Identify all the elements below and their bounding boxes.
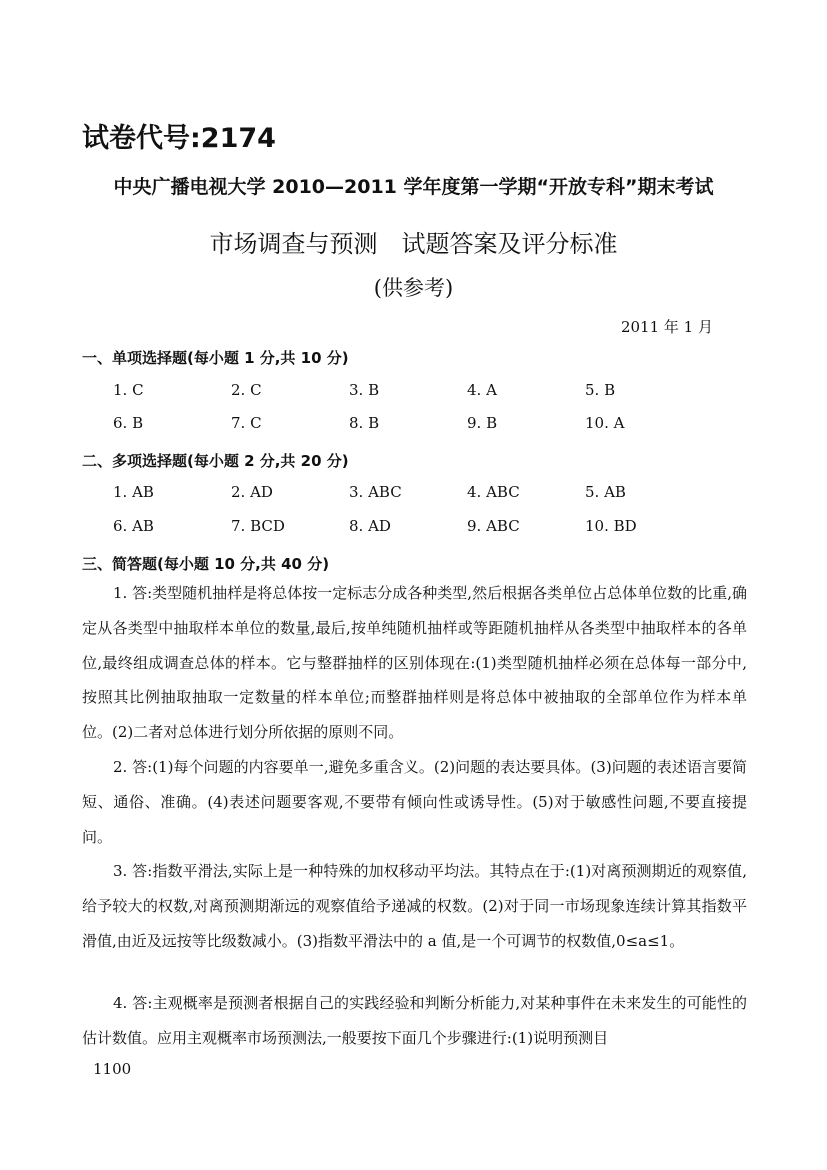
answer-item: 4. A	[467, 381, 497, 399]
answer-item: 4. ABC	[467, 483, 520, 501]
answer-item: 10. A	[585, 414, 625, 432]
page-number: 1100	[93, 1060, 132, 1078]
answer-item: 9. ABC	[467, 517, 520, 535]
answer-item: 3. B	[349, 381, 380, 399]
answer-item: 9. B	[467, 414, 498, 432]
answer-item: 3. ABC	[349, 483, 402, 501]
answer-item: 6. AB	[113, 517, 154, 535]
short-answer-1: 1. 答:类型随机抽样是将总体按一定标志分成各种类型,然后根据各类单位占总体单位数的比重,确定从各类型中抽取样本单位的数量,最后,按单纯随机抽样或等距随机抽样从各类型中抽取样本的各单位,最终组成调查总体的样本。它与整群抽样的区别体现在:(1)类型随机抽样必须在总体每一部分中,按照其比例抽取抽取一定数量的样本单位;而整群抽样则是将总体中被抽取的全部单位作为样本单位。(2)二者对总体进行划分所依据的原则不同。	[82, 584, 747, 742]
answer-item: 10. BD	[585, 517, 637, 535]
answer-item: 5. B	[585, 381, 616, 399]
answer-item: 2. AD	[231, 483, 273, 501]
section2-title: 二、多项选择题(每小题 2 分,共 20 分)	[82, 452, 349, 470]
answer-item: 1. AB	[113, 483, 154, 501]
answer-item: 8. B	[349, 414, 380, 432]
exam-date: 2011 年 1 月	[620, 318, 713, 336]
exam-title: 中央广播电视大学 2010—2011 学年度第一学期“开放专科”期末考试	[113, 176, 714, 198]
short-answer-4: 4. 答:主观概率是预测者根据自己的实践经验和判断分析能力,对某种事件在未来发生的可能性的估计数值。应用主观概率市场预测法,一般要按下面几个步骤进行:(1)说明预测目	[82, 994, 747, 1047]
answer-item: 5. AB	[585, 483, 626, 501]
short-answer-2: 2. 答:(1)每个问题的内容要单一,避免多重含义。(2)问题的表达要具体。(3)问题的表述语言要简短、通俗、准确。(4)表述问题要客观,不要带有倾向性或诱导性。(5)对于敏感性问题,不要直接提问。	[82, 758, 747, 846]
answer-item: 6. B	[113, 414, 144, 432]
answer-row	[113, 414, 733, 432]
short-answer-3: 3. 答:指数平滑法,实际上是一种特殊的加权移动平均法。其特点在于:(1)对离预测期近的观察值,给予较大的权数,对离预测期渐远的观察值给予递减的权数。(2)对于同一市场现象连续计算其指数平滑值,由近及远按等比级数减小。(3)指数平滑法中的 a 值,是一个可调节的权数值,0≤a≤1。	[82, 862, 747, 950]
answer-item: 8. AD	[349, 517, 391, 535]
answer-item: 7. C	[231, 414, 262, 432]
answer-row	[113, 517, 733, 535]
answer-row	[113, 483, 733, 501]
section3-title: 三、简答题(每小题 10 分,共 40 分)	[82, 555, 330, 573]
answer-item: 2. C	[231, 381, 262, 399]
answer-row	[113, 381, 733, 399]
reference-note: (供参考)	[373, 276, 454, 300]
answer-item: 7. BCD	[231, 517, 285, 535]
answer-item: 1. C	[113, 381, 144, 399]
course-title: 市场调查与预测 试题答案及评分标准	[209, 230, 618, 258]
paper-code: 试卷代号:2174	[82, 123, 276, 154]
section1-title: 一、单项选择题(每小题 1 分,共 10 分)	[82, 349, 349, 367]
